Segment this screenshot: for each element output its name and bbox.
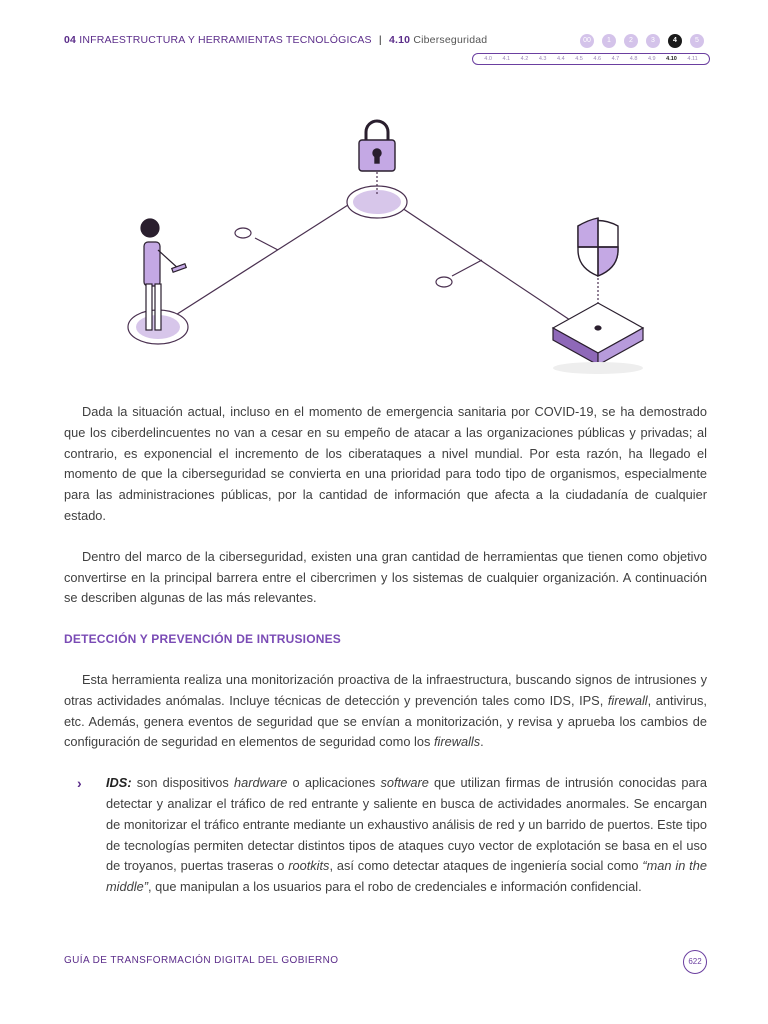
italic-term: hardware	[233, 775, 288, 791]
text-span: , así como detectar ataques de ingeniería social como	[329, 858, 643, 874]
section-nav-item[interactable]: 4.3	[538, 56, 547, 62]
bullet-item-ids	[64, 773, 707, 898]
chapter-number: 04	[64, 34, 77, 46]
section-number: 4.10	[388, 34, 411, 46]
section-nav-item[interactable]: 4.9	[647, 56, 656, 62]
node-small-right	[436, 277, 452, 287]
italic-term: “man in the middle”	[106, 858, 707, 895]
italic-term: rootkits	[288, 858, 330, 874]
network-security-illustration	[100, 110, 660, 380]
section-nav-item[interactable]: 4.5	[575, 56, 583, 62]
section-nav-item[interactable]: 4.10	[666, 56, 677, 62]
shield-icon	[578, 218, 618, 276]
header-breadcrumb	[64, 34, 487, 46]
text-span: , antivirus, etc. Además, genera eventos de seguridad que se envían a monitorización, y revisa y aprueba los cambios de configuración de seguridad en elementos de seguridad como los	[64, 692, 707, 750]
paragraph-1: Dada la situación actual, incluso en el momento de emergencia sanitaria por COVID-19, se ha demostrado que los ciberdelincuentes no van a cesar en su empeño de atacar a las organizaciones públicas y privadas; al contrario, es exponencial el incremento de los ciberataques a nivel mundial. Por esta razón, ha llegado el momento de que la ciberseguridad se convierta en una prioridad para todo tipo de organismos, especialmente para las administraciones públicas, por la cantidad de información que afecta a la ciudadanía de cualquier estado.	[64, 404, 707, 523]
section-nav-item[interactable]: 4.7	[611, 56, 620, 62]
chapter-nav-item[interactable]: 1	[602, 34, 616, 48]
chapter-title: INFRAESTRUCTURA Y HERRAMIENTAS TECNOLÓGICAS	[79, 34, 372, 46]
page-header	[64, 34, 704, 74]
node-small-left	[235, 228, 251, 238]
page-footer	[64, 950, 707, 974]
text-span: Esta herramienta realiza una monitorización proactiva de la infraestructura, buscando signos de intrusiones y otras actividades anómalas. Incluye técnicas de detección y prevención tales como IDS, IPS,	[64, 671, 707, 708]
chapter-nav-item[interactable]: 3	[646, 34, 660, 48]
lock-icon	[359, 121, 395, 171]
section-heading: DETECCIÓN Y PREVENCIÓN DE INTRUSIONES	[64, 632, 342, 647]
section-nav-item[interactable]: 4.6	[593, 56, 602, 62]
paragraph-3	[64, 670, 707, 753]
server-block	[553, 303, 643, 365]
text-span: , que manipulan a los usuarios para el robo de credenciales e información confidencial.	[147, 879, 642, 895]
chapter-navigation	[580, 34, 704, 48]
chapter-nav-item[interactable]: 5	[690, 34, 704, 48]
section-nav-item[interactable]: 4.1	[502, 56, 511, 62]
page-number: 622	[683, 950, 707, 974]
text-span: .	[480, 734, 484, 750]
section-nav-item[interactable]: 4.4	[557, 56, 565, 62]
section-nav-item[interactable]: 4.11	[687, 56, 698, 62]
main-content	[64, 402, 707, 898]
italic-term: software	[380, 775, 429, 791]
chapter-nav-item[interactable]: 00	[580, 34, 594, 48]
text-span: son dispositivos	[131, 775, 234, 791]
italic-term: firewalls	[433, 734, 481, 750]
network-lines	[160, 205, 570, 325]
section-nav-item[interactable]: 4.8	[629, 56, 638, 62]
section-navigation	[472, 53, 710, 65]
text-span: que utilizan firmas de intrusión conocidas para detectar y analizar el tráfico de red entrante y saliente en busca de actividades anormales. Se encargan de monitorizar el tráfico entrante mediante un exhaustivo análisis de red y un barrido de puertos. Este tipo de tecnologías permiten detectar distintos tipos de ataques cuyo vector de explotación se basa en el uso de troyanos, puertas traseras o	[106, 775, 708, 874]
chapter-nav-item[interactable]: 2	[624, 34, 638, 48]
section-title: Ciberseguridad	[413, 34, 488, 46]
paragraph-2: Dentro del marco de la ciberseguridad, existen una gran cantidad de herramientas que tienen como objetivo convertirse en la principal barrera entre el cibercrimen y los sistemas de cualquier organización. A continuación se describen algunas de las más relevantes.	[64, 548, 707, 606]
text-span: o aplicaciones	[287, 775, 381, 791]
header-separator: |	[378, 34, 382, 46]
section-nav-item[interactable]: 4.2	[520, 56, 529, 62]
bullet-chevron-icon: ›	[77, 775, 82, 792]
footer-title: GUÍA DE TRANSFORMACIÓN DIGITAL DEL GOBIERNO	[64, 955, 339, 966]
bullet-term: IDS:	[106, 775, 132, 791]
chapter-nav-item[interactable]: 4	[668, 34, 682, 48]
italic-term: firewall	[607, 692, 648, 708]
section-nav-item[interactable]: 4.0	[484, 56, 492, 62]
